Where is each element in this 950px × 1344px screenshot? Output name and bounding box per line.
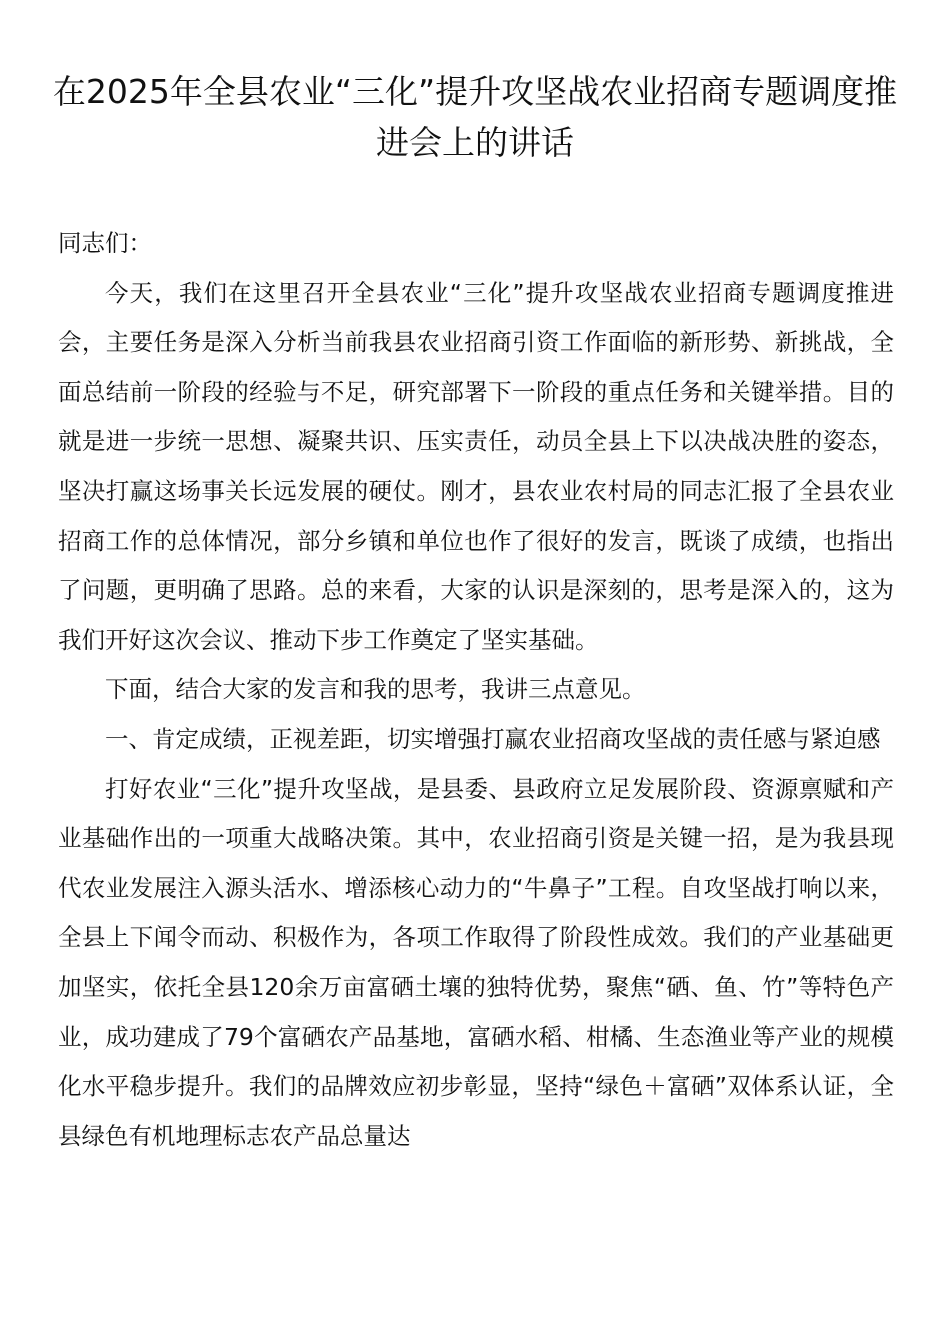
document-title: 在2025年全县农业“三化”提升攻坚战农业招商专题调度推进会上的讲话 <box>52 72 898 162</box>
salutation: 同志们： <box>58 229 152 257</box>
document-body <box>58 219 894 1161</box>
paragraph-opening: 今天，我们在这里召开全县农业“三化”提升攻坚战农业招商专题调度推进会，主要任务是深入分析当前我县农业招商引资工作面临的新形势、新挑战，全面总结前一阶段的经验与不足，研究部署下一阶段的重点任务和关键举措。目的就是进一步统一思想、凝聚共识、压实责任，动员全县上下以决战决胜的姿态，坚决打赢这场事关长远发展的硬仗。刚才，县农业农村局的同志汇报了全县农业招商工作的总体情况，部分乡镇和单位也作了很好的发言，既谈了成绩，也指出了问题，更明确了思路。总的来看，大家的认识是深刻的，思考是深入的，这为我们开好这次会议、推动下步工作奠定了坚实基础。 <box>58 278 894 654</box>
paragraph-achievements: 打好农业“三化”提升攻坚战，是县委、县政府立足发展阶段、资源禀赋和产业基础作出的一项重大战略决策。其中，农业招商引资是关键一招，是为我县现代农业发展注入源头活水、增添核心动力的“牛鼻子”工程。自攻坚战打响以来，全县上下闻令而动、积极作为，各项工作取得了阶段性成效。我们的产业基础更加坚实，依托全县120余万亩富硒土壤的独特优势，聚焦“硒、鱼、竹”等特色产业，成功建成了79个富硒农产品基地，富硒水稻、柑橘、生态渔业等产业的规模化水平稳步提升。我们的品牌效应初步彰显，坚持“绿色＋富硒”双体系认证，全县绿色有机地理标志农产品总量达 <box>58 774 894 1150</box>
paragraph-outline: 下面，结合大家的发言和我的思考，我讲三点意见。 <box>105 675 646 704</box>
section-heading-1: 一、肯定成绩，正视差距，切实增强打赢农业招商攻坚战的责任感与紧迫感 <box>105 724 881 753</box>
